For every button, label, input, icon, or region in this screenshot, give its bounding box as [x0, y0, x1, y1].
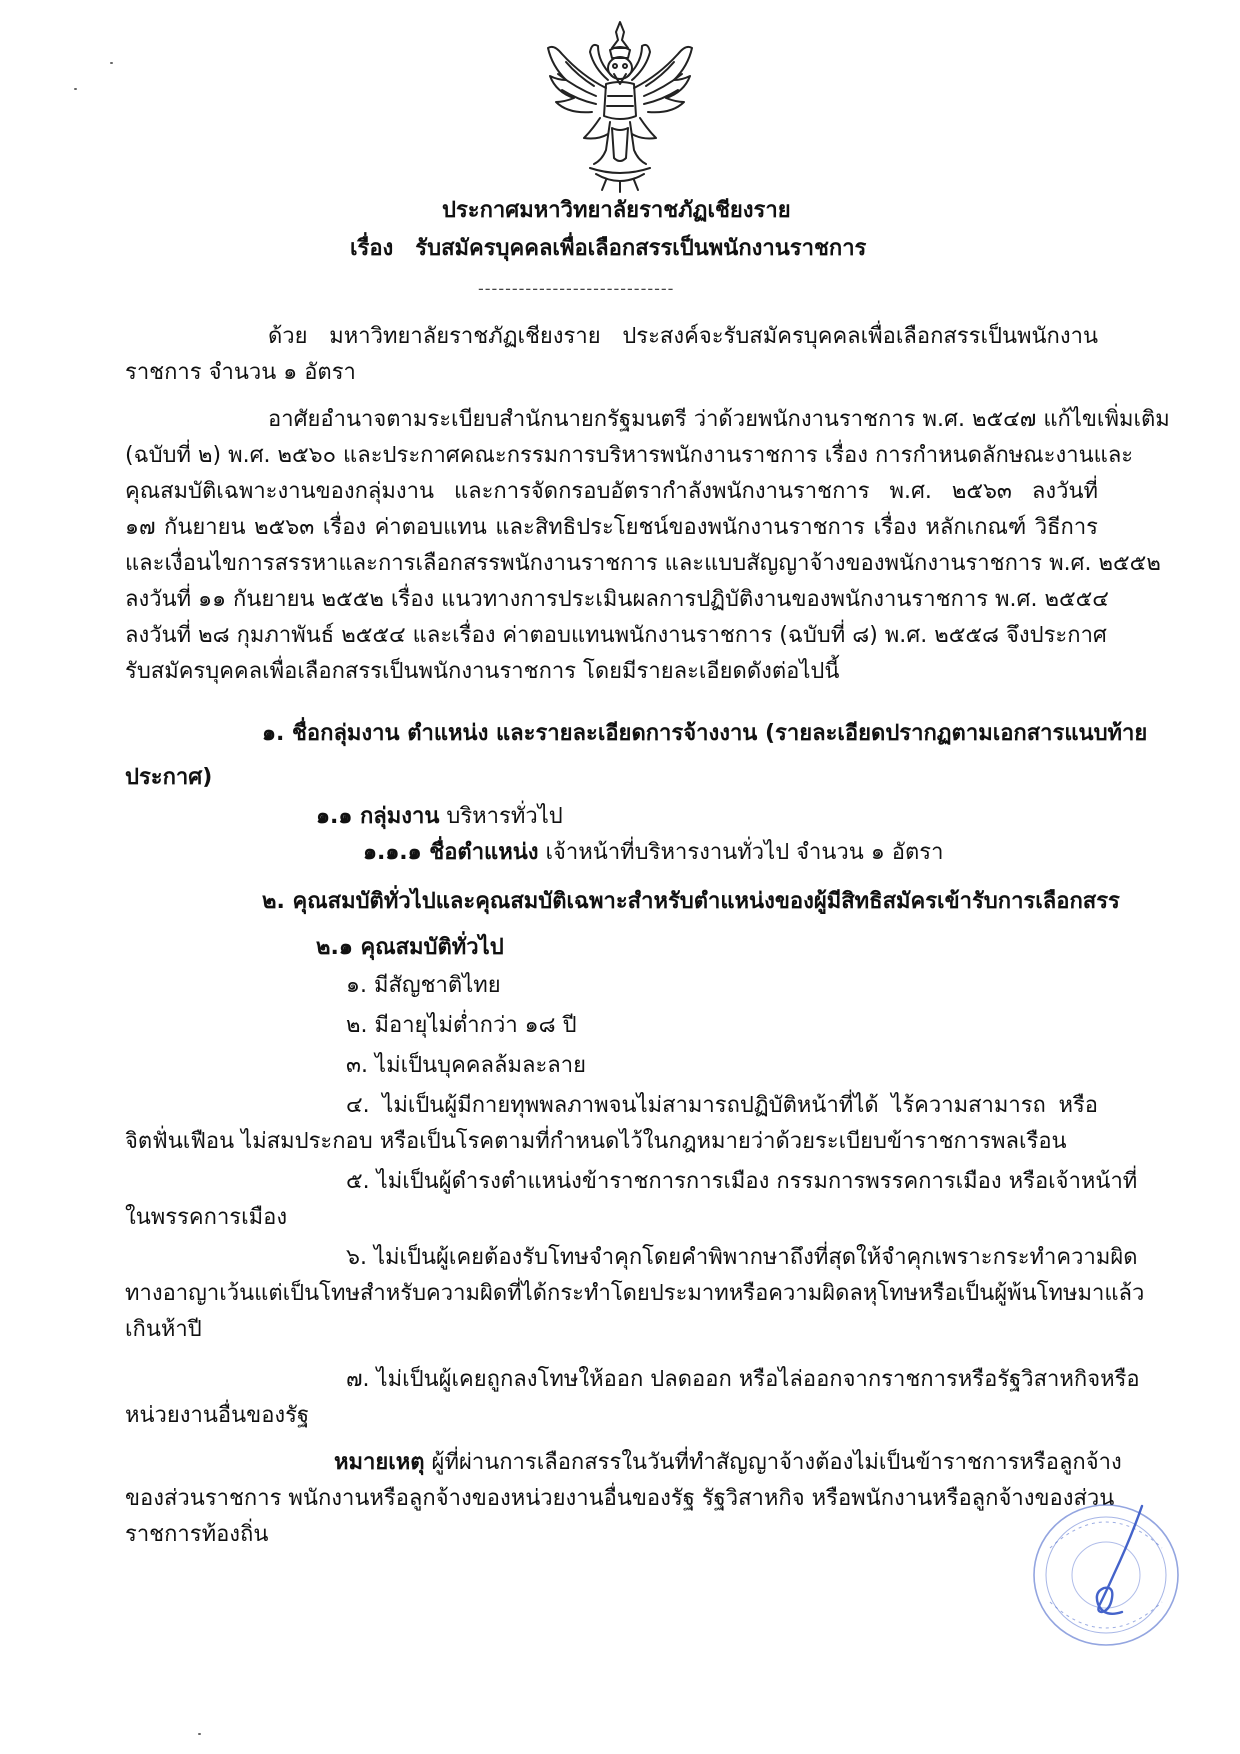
intro-paragraph-2-line: ลงวันที่ ๒๘ กุมภาพันธ์ ๒๕๕๔ และเรื่อง ค่าตอบแทนพนักงานราชการ (ฉบับที่ ๘) พ.ศ. ๒๕๕๘ จึงประกาศ [125, 623, 1107, 648]
intro-paragraph-2-line: อาศัยอำนาจตามระเบียบสำนักนายกรัฐมนตรี ว่าด้วยพนักงานราชการ พ.ศ. ๒๕๔๗ แก้ไขเพิ่มเติม [268, 407, 1170, 432]
subject-text: รับสมัครบุคคลเพื่อเลือกสรรเป็นพนักงานราชการ [415, 236, 867, 261]
section-1-heading: ๑. ชื่อกลุ่มงาน ตำแหน่ง และรายละเอียดการจ้างงาน (รายละเอียดปรากฏตามเอกสารแนบท้าย [262, 721, 1148, 746]
subject-label: เรื่อง [350, 236, 394, 261]
note-line-3: ราชการท้องถิ่น [125, 1522, 269, 1547]
announcement-subject [350, 234, 866, 264]
intro-paragraph-2-line: คุณสมบัติเฉพาะงานของกลุ่มงาน และการจัดกรอบอัตรากำลังพนักงานราชการ พ.ศ. ๒๕๖๓ ลงวันที่ [125, 479, 1098, 504]
qualification-item-5-line-1: ๕. ไม่เป็นผู้ดำรงตำแหน่งข้าราชการการเมือง กรรมการพรรคการเมือง หรือเจ้าหน้าที่ [346, 1169, 1138, 1194]
qualification-item-6-line-1: ๖. ไม่เป็นผู้เคยต้องรับโทษจำคุกโดยคำพิพากษาถึงที่สุดให้จำคุกเพราะกระทำความผิด [346, 1245, 1138, 1270]
intro-paragraph-2-line: (ฉบับที่ ๒) พ.ศ. ๒๕๖๐ และประกาศคณะกรรมการบริหารพนักงานราชการ เรื่อง การกำหนดลักษณะงานและ [125, 443, 1134, 468]
section-2-heading: ๒. คุณสมบัติทั่วไปและคุณสมบัติเฉพาะสำหรับตำแหน่งของผู้มีสิทธิสมัครเข้ารับการเลือกสรร [262, 889, 1120, 914]
intro-paragraph-2-line: และเงื่อนไขการสรรหาและการเลือกสรรพนักงานราชการ และแบบสัญญาจ้างของพนักงานราชการ พ.ศ. ๒๕๕๒ [125, 551, 1161, 576]
intro-paragraph-2-line: ลงวันที่ ๑๑ กันยายน ๒๕๕๒ เรื่อง แนวทางการประเมินผลการปฏิบัติงานของพนักงานราชการ พ.ศ. ๒๕๕๔ [125, 587, 1109, 612]
intro-paragraph-2-last-line: รับสมัครบุคคลเพื่อเลือกสรรเป็นพนักงานราชการ โดยมีรายละเอียดดังต่อไปนี้ [125, 659, 840, 684]
garuda-emblem-icon [532, 18, 708, 194]
qualification-item-3: ๓. ไม่เป็นบุคคลล้มละลาย [346, 1053, 587, 1078]
group-value: บริหารทั่วไป [439, 804, 563, 829]
announcement-title: ประกาศมหาวิทยาลัยราชภัฏเชียงราย [442, 198, 791, 223]
intro-paragraph-2-line: ๑๗ กันยายน ๒๕๖๓ เรื่อง ค่าตอบแทน และสิทธิประโยชน์ของพนักงานราชการ เรื่อง หลักเกณฑ์ วิธีการ [125, 515, 1098, 540]
qualification-item-4-line-1: ๔. ไม่เป็นผู้มีกายทุพพลภาพจนไม่สามารถปฏิบัติหน้าที่ได้ ไร้ความสามารถ หรือ [346, 1093, 1098, 1118]
note-label: หมายเหตุ [334, 1450, 425, 1475]
qualification-item-6-line-3: เกินห้าปี [125, 1317, 202, 1342]
university-seal-icon [1030, 1500, 1182, 1650]
qualification-item-1: ๑. มีสัญชาติไทย [346, 973, 501, 998]
qualification-item-5-line-2: ในพรรคการเมือง [125, 1205, 288, 1230]
scan-speck [110, 62, 113, 64]
section-1-heading-cont: ประกาศ) [125, 765, 213, 790]
qualification-item-4-line-2: จิตฟั่นเฟือน ไม่สมประกอบ หรือเป็นโรคตามที่กำหนดไว้ในกฎหมายว่าด้วยระเบียบข้าราชการพลเรือน [125, 1129, 1067, 1154]
intro-paragraph-1-line-2: ราชการ จำนวน ๑ อัตรา [125, 360, 356, 385]
note-text: ผู้ที่ผ่านการเลือกสรรในวันที่ทำสัญญาจ้างต้องไม่เป็นข้าราชการหรือลูกจ้าง [424, 1450, 1122, 1475]
qualification-item-7-line-1: ๗. ไม่เป็นผู้เคยถูกลงโทษให้ออก ปลดออก หรือไล่ออกจากราชการหรือรัฐวิสาหกิจหรือ [346, 1367, 1140, 1392]
position-value: เจ้าหน้าที่บริหารงานทั่วไป จำนวน ๑ อัตรา [538, 840, 944, 865]
section-1-1-1-position [363, 838, 943, 868]
section-1-1-group [316, 802, 563, 832]
qualification-item-6-line-2: ทางอาญาเว้นแต่เป็นโทษสำหรับความผิดที่ได้กระทำโดยประมาทหรือความผิดลหุโทษหรือเป็นผู้พ้นโทษมาแล้ว [125, 1281, 1145, 1306]
intro-paragraph-1-line-1: ด้วย มหาวิทยาลัยราชภัฏเชียงราย ประสงค์จะรับสมัครบุคคลเพื่อเลือกสรรเป็นพนักงาน [268, 324, 1098, 349]
note-line-2: ของส่วนราชการ พนักงานหรือลูกจ้างของหน่วยงานอื่นของรัฐ รัฐวิสาหกิจ หรือพนักงานหรือลูกจ้างของส่วน [125, 1486, 1115, 1511]
scan-speck [198, 1733, 201, 1735]
position-label: ๑.๑.๑ ชื่อตำแหน่ง [363, 840, 539, 865]
qualification-item-2: ๒. มีอายุไม่ต่ำกว่า ๑๘ ปี [346, 1013, 577, 1038]
scan-speck [74, 88, 77, 90]
group-label: ๑.๑ กลุ่มงาน [316, 804, 440, 829]
section-2-1-heading: ๒.๑ คุณสมบัติทั่วไป [316, 935, 504, 960]
note-line-1 [334, 1448, 1122, 1478]
header-separator: ----------------------------- [478, 279, 675, 298]
qualification-item-7-line-2: หน่วยงานอื่นของรัฐ [125, 1403, 310, 1428]
